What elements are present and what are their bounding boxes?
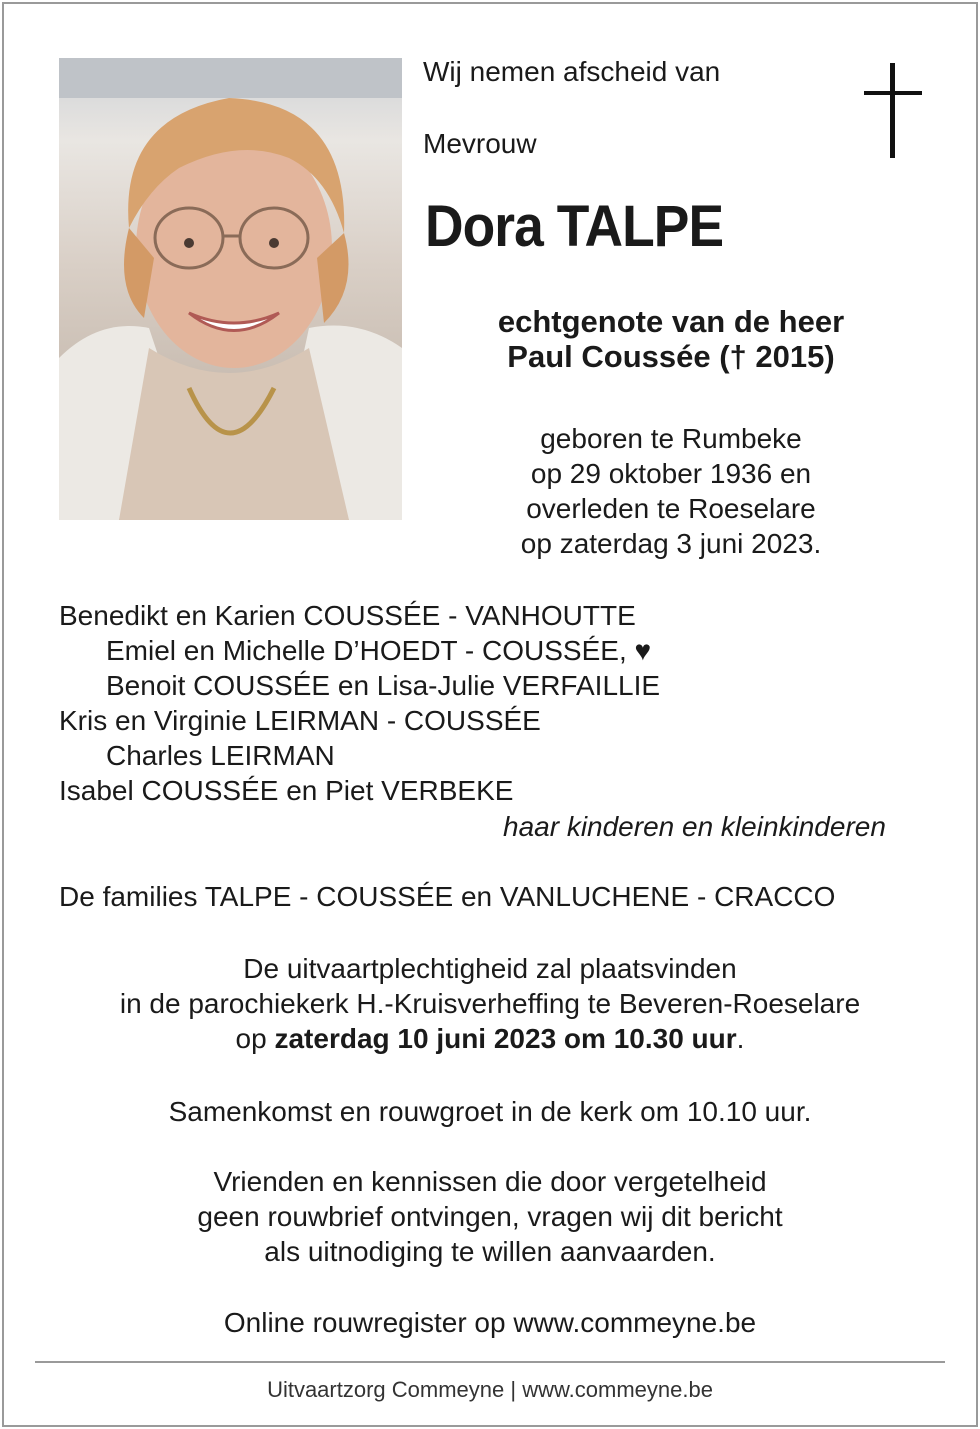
ceremony-info bbox=[40, 951, 940, 1056]
birth-line-4: op zaterdag 3 juni 2023. bbox=[520, 528, 822, 559]
family-line: Isabel COUSSÉE en Piet VERBEKE bbox=[59, 775, 514, 806]
family-line: Benedikt en Karien COUSSÉE - VANHOUTTE bbox=[59, 600, 636, 631]
extended-families: De families TALPE - COUSSÉE en VANLUCHENE - CRACCO bbox=[59, 881, 836, 912]
ceremony-suffix: . bbox=[736, 1023, 745, 1054]
intro-text: Wij nemen afscheid van bbox=[423, 56, 721, 87]
birth-death-info bbox=[470, 421, 872, 561]
friends-line-3: als uitnodiging te willen aanvaarden. bbox=[264, 1236, 716, 1267]
family-line: Charles LEIRMAN bbox=[106, 740, 335, 771]
friends-note bbox=[40, 1164, 940, 1269]
ceremony-prefix: op bbox=[235, 1023, 275, 1054]
birth-line-1: geboren te Rumbeke bbox=[540, 423, 802, 454]
family-list bbox=[59, 598, 660, 808]
ceremony-line-1: De uitvaartplechtigheid zal plaatsvinden bbox=[243, 953, 737, 984]
family-line: Benoit COUSSÉE en Lisa-Julie VERFAILLIE bbox=[106, 670, 661, 701]
online-register: Online rouwregister op www.commeyne.be bbox=[223, 1307, 757, 1338]
salutation: Mevrouw bbox=[423, 128, 537, 159]
ceremony-line-3 bbox=[40, 1021, 940, 1056]
divider bbox=[35, 1361, 945, 1363]
deceased-name: Dora TALPE bbox=[425, 194, 724, 259]
birth-line-3: overleden te Roeselare bbox=[526, 493, 816, 524]
friends-line-1: Vrienden en kennissen die door vergetelheid bbox=[213, 1166, 767, 1197]
spouse-line-1: echtgenote van de heer bbox=[497, 304, 845, 339]
spouse-line-2: Paul Coussée († 2015) bbox=[507, 339, 835, 374]
family-line: Kris en Virginie LEIRMAN - COUSSÉE bbox=[59, 705, 541, 736]
birth-line-2: op 29 oktober 1936 en bbox=[530, 458, 812, 489]
friends-line-2: geen rouwbrief ontvingen, vragen wij dit bericht bbox=[197, 1201, 783, 1232]
family-role: haar kinderen en kleinkinderen bbox=[503, 811, 886, 842]
portrait-photo bbox=[59, 58, 402, 520]
spouse-info bbox=[420, 304, 922, 374]
ceremony-datetime: zaterdag 10 juni 2023 om 10.30 uur bbox=[274, 1023, 737, 1054]
footer-text: Uitvaartzorg Commeyne | www.commeyne.be bbox=[267, 1377, 713, 1402]
ceremony-line-2: in de parochiekerk H.-Kruisverheffing te Beveren-Roeselare bbox=[119, 988, 861, 1019]
meeting-info: Samenkomst en rouwgroet in de kerk om 10.10 uur. bbox=[168, 1096, 812, 1127]
cross-icon bbox=[864, 63, 922, 158]
family-line: Emiel en Michelle D’HOEDT - COUSSÉE, ♥ bbox=[106, 635, 652, 666]
